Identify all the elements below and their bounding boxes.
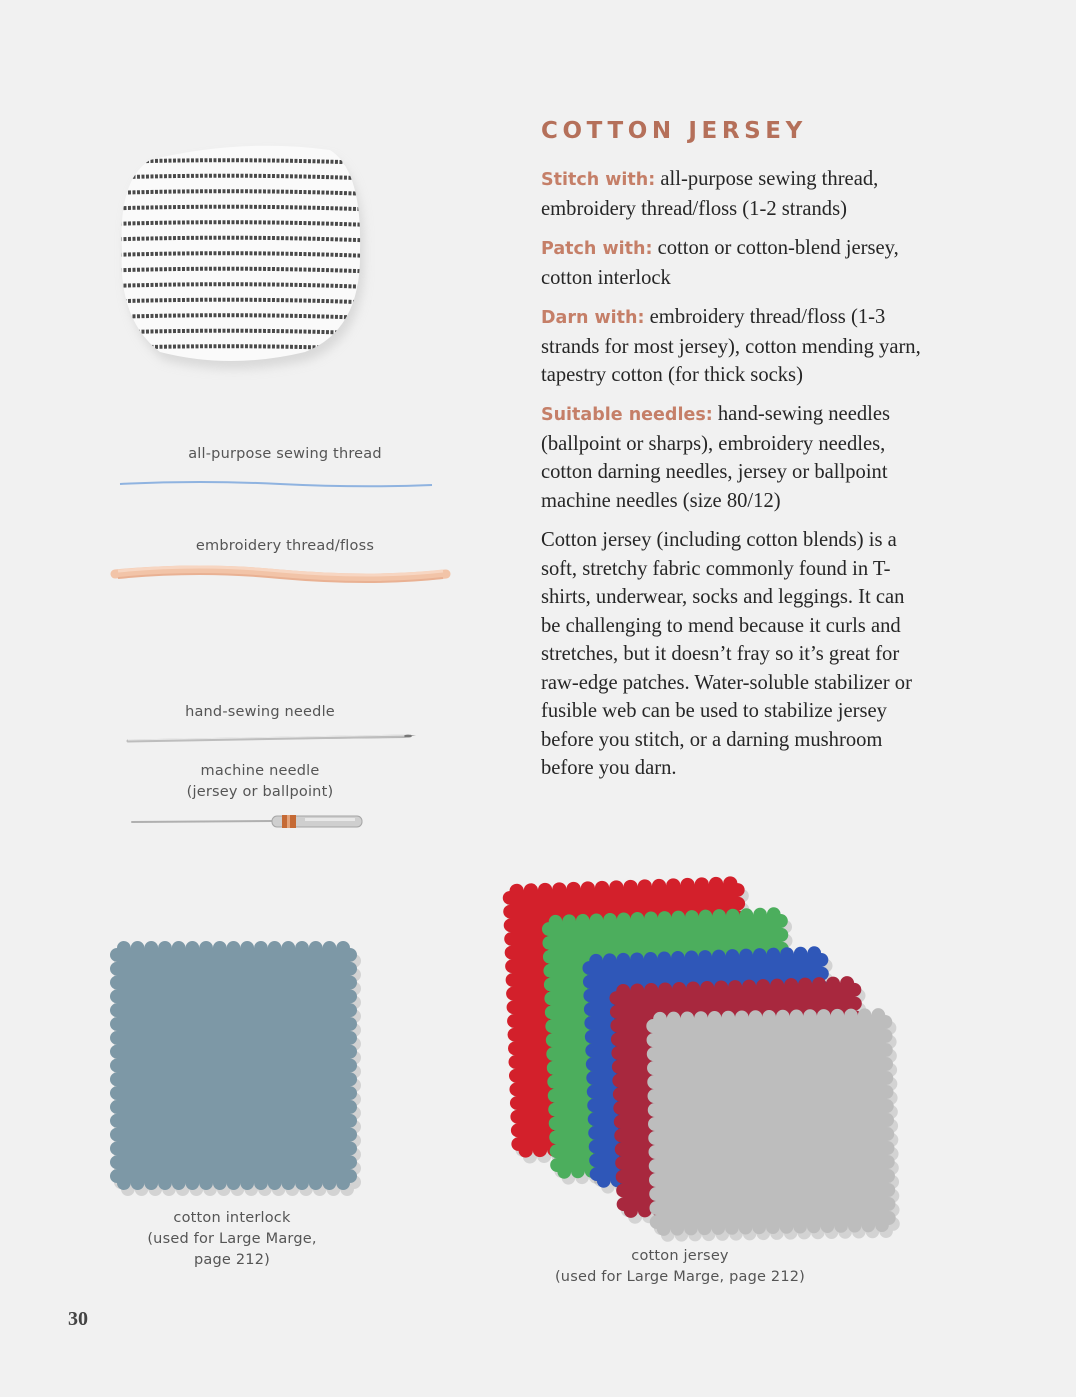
- caption-line: (jersey or ballpoint): [186, 784, 334, 800]
- caption-line: (used for Large Marge,: [147, 1231, 317, 1247]
- caption-cotton-interlock: [112, 1208, 352, 1271]
- caption-cotton-jersey: [530, 1246, 830, 1288]
- spec-stitch-with: [541, 165, 926, 223]
- caption-embroidery-floss: embroidery thread/floss: [195, 538, 375, 554]
- hand-sewing-needle-image: [128, 735, 416, 741]
- spec-text: hand-sewing needles (ballpoint or sharps), embroidery needles, cotton darning needles, jersey or ballpoint machine needles (size 80/12): [541, 403, 891, 512]
- caption-line: cotton interlock: [173, 1210, 291, 1226]
- cotton-jersey-swatches-image: [502, 876, 900, 1242]
- striped-jersey-swatch-image: [110, 146, 370, 369]
- sewing-thread-image: [120, 482, 432, 486]
- machine-needle-image: [132, 815, 362, 828]
- caption-sewing-thread: all-purpose sewing thread: [188, 446, 382, 462]
- cotton-interlock-swatch-image: [110, 941, 361, 1196]
- spec-label: Suitable needles:: [541, 405, 713, 425]
- spec-label: Stitch with:: [541, 170, 656, 190]
- body-paragraph: Cotton jersey (including cotton blends) is a soft, stretchy fabric commonly found in T-shirts, underwear, socks and leggings. It can be challenging to mend because it curls and stretches, but it doesn’t fray so it’s great for raw-edge patches. Water-soluble stabilizer or fusible web can be used to stabilize jersey before you stitch, or a darning mushroom before you darn.: [541, 529, 912, 779]
- embroidery-floss-image: [115, 567, 446, 582]
- caption-hand-needle: hand-sewing needle: [185, 704, 335, 720]
- spec-text: all-purpose sewing thread, embroidery thread/floss (1-2 strands): [541, 168, 879, 220]
- caption-line: page 212): [194, 1252, 270, 1268]
- spec-text: cotton or cotton-blend jersey, cotton interlock: [541, 237, 899, 289]
- spec-text: embroidery thread/floss (1-3 strands for most jersey), cotton mending yarn, tapestry cotton (for thick socks): [541, 306, 921, 386]
- caption-line: machine needle: [200, 763, 320, 779]
- caption-machine-needle: [135, 761, 385, 803]
- interlock-fabric: [110, 941, 361, 1196]
- spec-suitable-needles: [541, 400, 926, 515]
- page-number: 30: [68, 1308, 88, 1330]
- caption-line: (used for Large Marge, page 212): [554, 1269, 806, 1285]
- spec-label: Patch with:: [541, 239, 653, 259]
- spec-patch-with: [541, 234, 926, 292]
- spec-darn-with: [541, 303, 926, 390]
- spec-label: Darn with:: [541, 308, 645, 328]
- section-heading: COTTON JERSEY: [541, 118, 807, 144]
- caption-line: cotton jersey: [631, 1248, 729, 1264]
- jersey-grey: [646, 1008, 900, 1242]
